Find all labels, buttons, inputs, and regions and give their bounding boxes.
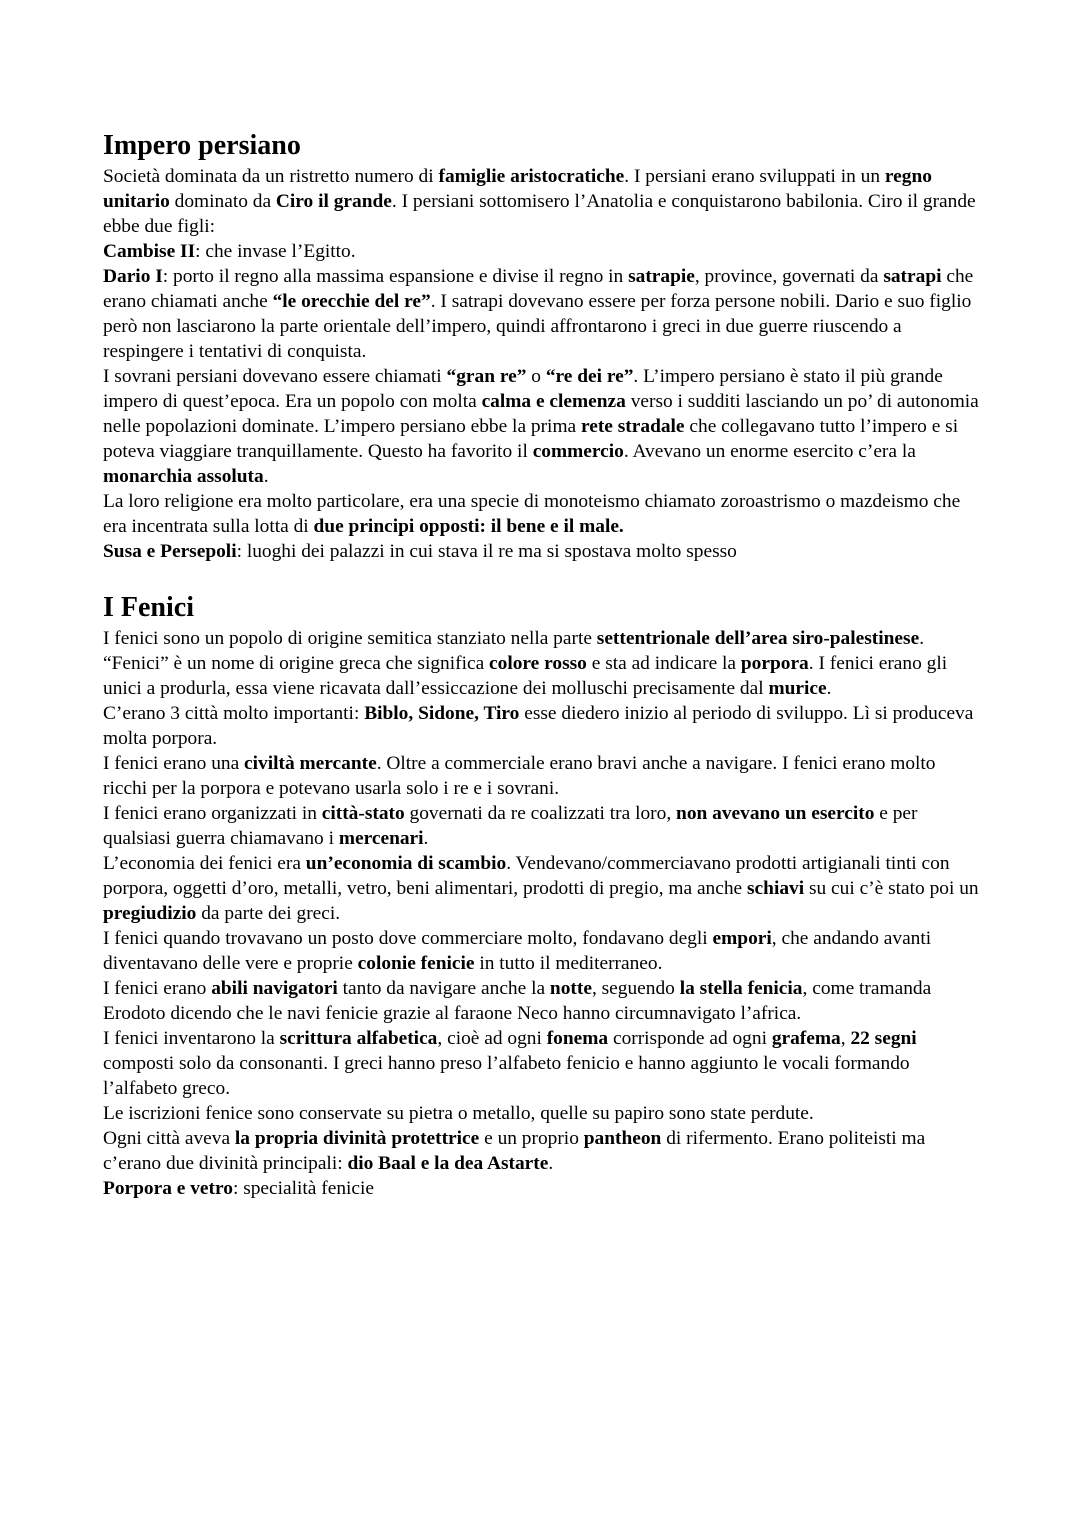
bold-text: satrapi [883, 266, 942, 287]
bold-text: la stella fenicia [679, 978, 803, 999]
text-run: o [526, 366, 546, 387]
bold-text: famiglie aristocratiche [438, 166, 625, 187]
bold-text: mercenari [338, 828, 424, 849]
section-body [103, 626, 980, 1201]
section-body [103, 164, 980, 564]
text-run: di rifermento. Erano politeisti ma c’erano due divinità principali: [103, 1128, 926, 1174]
text-run: I fenici inventarono la [103, 1028, 280, 1049]
bold-text: regno unitario [103, 166, 932, 212]
bold-text: calma e clemenza [481, 391, 626, 412]
text-run: e sta ad indicare la [586, 653, 741, 674]
bold-text: colonie fenicie [357, 953, 475, 974]
text-run: . I persiani sottomisero l’Anatolia e conquistarono babilonia. Ciro il grande ebbe due figli: [103, 191, 976, 237]
bold-text: dio Baal e la dea Astarte [347, 1153, 549, 1174]
text-run: L’economia dei fenici era [103, 853, 306, 874]
bold-text: pantheon [583, 1128, 662, 1149]
paragraph [103, 164, 980, 239]
text-run: C’erano 3 città molto importanti: [103, 703, 365, 724]
bold-text: notte [549, 978, 592, 999]
paragraph [103, 701, 980, 751]
text-run: esse diedero inizio al periodo di sviluppo. Lì si produceva molta porpora. [103, 703, 974, 749]
text-run: e un proprio [479, 1128, 584, 1149]
bold-text: Dario I [103, 266, 163, 287]
text-run: . L’impero persiano è stato il più grande impero di quest’epoca. Era un popolo con molta [103, 366, 943, 412]
paragraph [103, 1026, 980, 1101]
bold-text: “re dei re” [545, 366, 634, 387]
bold-text: monarchia assoluta [103, 466, 264, 487]
text-run: I fenici sono un popolo di origine semitica stanziato nella parte [103, 628, 597, 649]
bold-text: città-stato [321, 803, 405, 824]
text-run: : luoghi dei palazzi in cui stava il re ma si spostava molto spesso [236, 541, 737, 562]
text-run: e per qualsiasi guerra chiamavano i [103, 803, 918, 849]
bold-text: commercio [532, 441, 624, 462]
text-run: . [423, 828, 429, 849]
section-impero-persiano [103, 128, 980, 564]
text-run: . I satrapi dovevano essere per forza persone nobili. Dario e suo figlio però non lasciarono la parte orientale dell’impero, quindi affrontarono i greci in due guerre riuscendo a respingere i tentativi di conquista. [103, 291, 972, 362]
text-run: I fenici erano organizzati in [103, 803, 322, 824]
text-run: La loro religione era molto particolare, era una specie di monoteismo chiamato zoroastrismo o mazdeismo che era incentrata sulla lotta di [103, 491, 961, 537]
text-run: . Avevano un enorme esercito c’era la [623, 441, 916, 462]
paragraph [103, 364, 980, 489]
text-run: . [263, 466, 269, 487]
text-run: , cioè ad ogni [437, 1028, 547, 1049]
bold-text: murice [768, 678, 827, 699]
text-run: su cui c’è stato poi un [804, 878, 979, 899]
text-run: tanto da navigare anche la [337, 978, 550, 999]
bold-text: 22 segni [850, 1028, 917, 1049]
text-run: . [826, 678, 832, 699]
text-run: I sovrani persiani dovevano essere chiamati [103, 366, 447, 387]
bold-text: la propria divinità protettrice [234, 1128, 480, 1149]
bold-text: Biblo, Sidone, Tiro [364, 703, 520, 724]
section-heading: I Fenici [103, 592, 194, 623]
bold-text: Cambise II [103, 241, 196, 262]
text-run: I fenici quando trovavano un posto dove commerciare molto, fondavano degli [103, 928, 713, 949]
paragraph [103, 851, 980, 926]
paragraph [103, 539, 980, 564]
bold-text: settentrionale dell’area siro-palestinese [596, 628, 920, 649]
paragraph [103, 1176, 980, 1201]
bold-text: civiltà mercante [244, 753, 377, 774]
text-run: . I fenici erano gli unici a produrla, essa viene ricavata dall’essiccazione dei molluschi precisamente dal [103, 653, 948, 699]
text-run: da parte dei greci. [196, 903, 341, 924]
paragraph [103, 1101, 980, 1126]
paragraph [103, 489, 980, 539]
paragraph [103, 801, 980, 851]
bold-text: rete stradale [580, 416, 685, 437]
text-run: . Oltre a commerciale erano bravi anche a navigare. I fenici erano molto ricchi per la porpora e potevano usarla solo i re e i sovrani. [103, 753, 936, 799]
section-i-fenici [103, 590, 980, 1201]
bold-text: Ciro il grande [275, 191, 392, 212]
paragraph [103, 926, 980, 976]
paragraph [103, 626, 980, 701]
text-run: composti solo da consonanti. I greci hanno preso l’alfabeto fenicio e hanno aggiunto le vocali formando l’alfabeto greco. [103, 1053, 910, 1099]
bold-text: fonema [546, 1028, 609, 1049]
text-run: Ogni città aveva [103, 1128, 235, 1149]
text-run: I fenici erano [103, 978, 212, 999]
paragraph [103, 239, 980, 264]
bold-text: “le orecchie del re” [272, 291, 431, 312]
text-run: I fenici erano una [103, 753, 245, 774]
bold-text: satrapie [628, 266, 695, 287]
section-heading: Impero persiano [103, 130, 301, 161]
text-run: . [548, 1153, 554, 1174]
bold-text: colore rosso [489, 653, 587, 674]
text-run: che erano chiamati anche [103, 266, 974, 312]
bold-text: Susa e Persepoli [103, 541, 237, 562]
paragraph [103, 264, 980, 364]
text-run: . I persiani erano sviluppati in un [624, 166, 885, 187]
text-run: , seguendo [591, 978, 680, 999]
text-run: in tutto il mediterraneo. [474, 953, 663, 974]
paragraph [103, 976, 980, 1026]
text-run: che collegavano tutto l’impero e si poteva viaggiare tranquillamente. Questo ha favorito il [103, 416, 959, 462]
bold-text: porpora [740, 653, 809, 674]
text-run: . Vendevano/commerciavano prodotti artigianali tinti con porpora, oggetti d’oro, metalli, vetro, beni alimentari, prodotti di pregio, ma anche [103, 853, 950, 899]
bold-text: non avevano un esercito [676, 803, 875, 824]
text-run: , [840, 1028, 851, 1049]
text-run: dominato da [169, 191, 276, 212]
text-run: governati da re coalizzati tra loro, [404, 803, 677, 824]
bold-text: schiavi [747, 878, 805, 899]
text-run: : che invase l’Egitto. [195, 241, 356, 262]
text-run: , come tramanda Erodoto dicendo che le navi fenicie grazie al faraone Neco hanno circumnavigato l’africa. [103, 978, 932, 1024]
text-run: Società dominata da un ristretto numero di [103, 166, 439, 187]
bold-text: un’economia di scambio [305, 853, 507, 874]
bold-text: scrittura alfabetica [279, 1028, 438, 1049]
bold-text: abili navigatori [211, 978, 338, 999]
paragraph [103, 1126, 980, 1176]
text-run: Le iscrizioni fenice sono conservate su pietra o metallo, quelle su papiro sono state perdute. [103, 1103, 814, 1124]
text-run: . “Fenici” è un nome di origine greca che significa [103, 628, 925, 674]
text-run: , province, governati da [694, 266, 884, 287]
bold-text: due principi opposti: il bene e il male. [313, 516, 624, 537]
text-run: corrisponde ad ogni [608, 1028, 772, 1049]
bold-text: empori [712, 928, 772, 949]
bold-text: grafema [771, 1028, 841, 1049]
text-run: : porto il regno alla massima espansione e divise il regno in [162, 266, 629, 287]
bold-text: Porpora e vetro [103, 1178, 233, 1199]
paragraph [103, 751, 980, 801]
bold-text: pregiudizio [103, 903, 197, 924]
text-run: , che andando avanti diventavano delle vere e proprie [103, 928, 932, 974]
bold-text: “gran re” [446, 366, 527, 387]
text-run: : specialità fenicie [232, 1178, 374, 1199]
text-run: verso i sudditi lasciando un po’ di autonomia nelle popolazioni dominate. L’impero persiano ebbe la prima [103, 391, 979, 437]
